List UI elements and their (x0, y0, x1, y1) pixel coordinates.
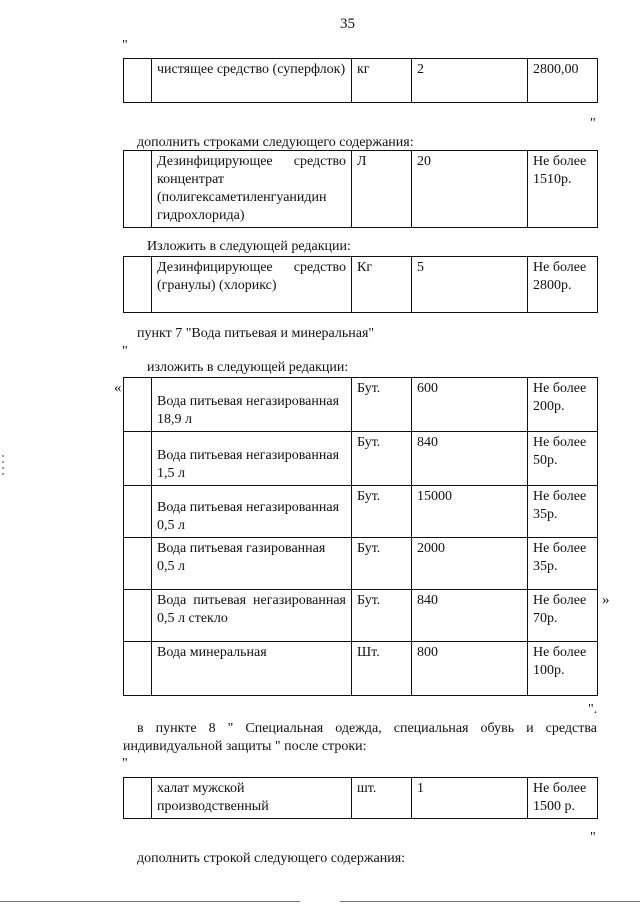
open-quote-3: " (122, 756, 128, 771)
table-row (124, 590, 598, 642)
price-cell: Не более 50р. (528, 432, 598, 486)
price-cell: Не более 2800р. (528, 257, 598, 313)
unit-cell: Шт. (352, 642, 412, 696)
row-number-cell (124, 151, 152, 228)
item-name-cell: Вода питьевая негазированная 18,9 л (152, 378, 352, 432)
bottom-rule-left (0, 901, 300, 902)
item-name-cell: Вода питьевая негазированная 1,5 л (152, 432, 352, 486)
item-name-cell: Вода минеральная (152, 642, 352, 696)
quantity-cell: 840 (412, 590, 528, 642)
close-quote-3: " (590, 830, 596, 845)
row-number-cell (124, 538, 152, 590)
unit-cell: Бут. (352, 432, 412, 486)
quantity-cell: 15000 (412, 486, 528, 538)
price-cell: Не более 1510р. (528, 151, 598, 228)
table-row (124, 432, 598, 486)
item-name-cell: Дезинфицирующее средство концентрат (полигексаметиленгуанидин гидрохлорида) (152, 151, 352, 228)
item-name-cell: Вода питьевая газированная 0,5 л (152, 538, 352, 590)
item-name-cell: чистящее средство (суперфлок) (152, 59, 352, 103)
quantity-cell: 5 (412, 257, 528, 313)
quantity-cell: 2000 (412, 538, 528, 590)
table-row (124, 151, 598, 228)
quantity-cell: 840 (412, 432, 528, 486)
scan-mark (2, 455, 4, 479)
open-quote-2: " (122, 344, 128, 359)
quantity-cell: 1 (412, 778, 528, 819)
item-name-cell: Дезинфицирующее средство (гранулы) (хлорикс) (152, 257, 352, 313)
price-cell: Не более 200р. (528, 378, 598, 432)
row-number-cell (124, 590, 152, 642)
guillemet-close: » (602, 592, 610, 608)
unit-cell: шт. (352, 778, 412, 819)
table-3 (123, 256, 598, 313)
table-row (124, 778, 598, 819)
row-number-cell (124, 486, 152, 538)
row-number-cell (124, 257, 152, 313)
bottom-rule-right (340, 901, 640, 902)
row-number-cell (124, 378, 152, 432)
unit-cell: Кг (352, 257, 412, 313)
quantity-cell: 600 (412, 378, 528, 432)
guillemet-open: « (114, 380, 122, 396)
row-number-cell (124, 642, 152, 696)
unit-cell: Бут. (352, 486, 412, 538)
section-7-title: пункт 7 "Вода питьевая и минеральная" (137, 326, 375, 341)
instruction-add-row: дополнить строкой следующего содержания: (137, 851, 406, 866)
table-row (124, 257, 598, 313)
unit-cell: Л (352, 151, 412, 228)
price-cell: Не более 1500 р. (528, 778, 598, 819)
table-4 (123, 377, 598, 696)
item-name-cell: Вода питьевая негазированная 0,5 л (152, 486, 352, 538)
quantity-cell: 20 (412, 151, 528, 228)
item-name-cell: халат мужской производственный (152, 778, 352, 819)
open-quote-1: " (122, 38, 128, 53)
page-number: 35 (340, 16, 355, 32)
price-cell: Не более 70р. (528, 590, 598, 642)
end-quote-mark: ". (588, 702, 598, 717)
row-number-cell (124, 432, 152, 486)
unit-cell: Бут. (352, 378, 412, 432)
price-cell: Не более 100р. (528, 642, 598, 696)
table-row (124, 538, 598, 590)
close-quote-1: " (590, 116, 596, 131)
row-number-cell (124, 59, 152, 103)
table-row (124, 59, 598, 103)
price-cell: 2800,00 (528, 59, 598, 103)
item-name-cell: Вода питьевая негазированная 0,5 л стекло (152, 590, 352, 642)
section-8-instruction: в пункте 8 " Специальная одежда, специальная обувь и средства индивидуальной защиты " после строки: (123, 721, 597, 754)
price-cell: Не более 35р. (528, 538, 598, 590)
unit-cell: кг (352, 59, 412, 103)
table-row (124, 378, 598, 432)
table-2 (123, 150, 598, 228)
instruction-new-edition-7: изложить в следующей редакции: (147, 360, 349, 375)
quantity-cell: 2 (412, 59, 528, 103)
row-number-cell (124, 778, 152, 819)
table-1 (123, 58, 598, 103)
table-row (124, 642, 598, 696)
instruction-add-rows: дополнить строками следующего содержания: (137, 135, 414, 150)
price-cell: Не более 35р. (528, 486, 598, 538)
unit-cell: Бут. (352, 538, 412, 590)
table-5 (123, 777, 598, 819)
unit-cell: Бут. (352, 590, 412, 642)
instruction-new-edition: Изложить в следующей редакции: (147, 239, 351, 254)
table-row (124, 486, 598, 538)
quantity-cell: 800 (412, 642, 528, 696)
